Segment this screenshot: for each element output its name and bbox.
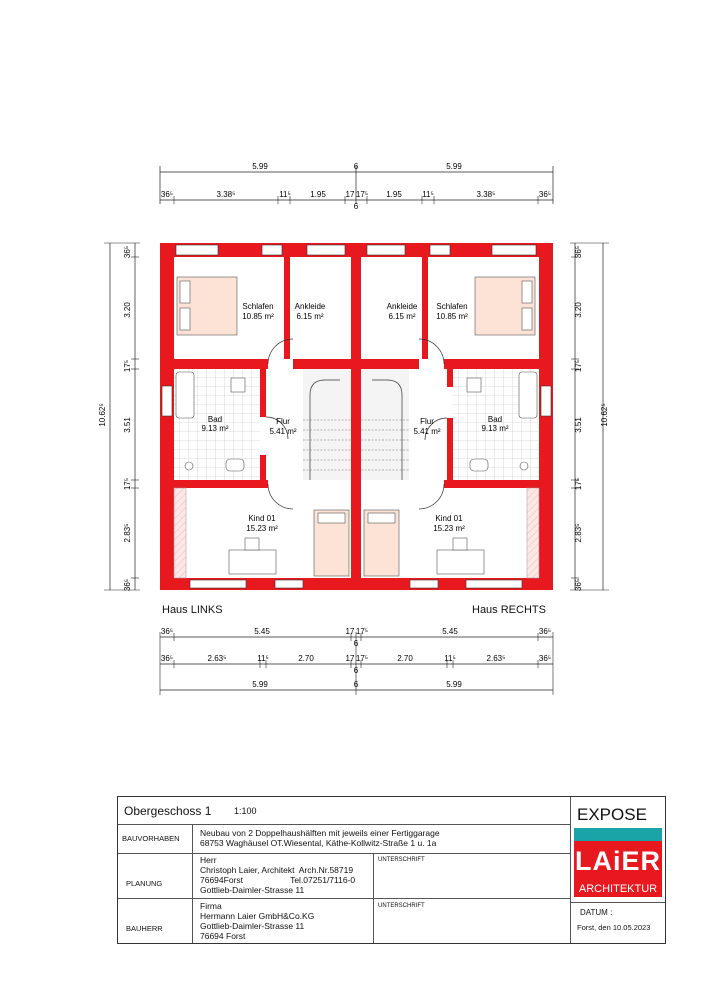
dim-top-a1: 36⁵ xyxy=(160,190,174,199)
room-kind-left-area: 15.23 m² xyxy=(246,524,278,533)
room-flur-left-area: 5.41 m² xyxy=(269,427,297,436)
dim-b3-right: 5.99 xyxy=(446,680,462,689)
datum-label: DATUM : xyxy=(580,908,613,917)
room-kind-right: Kind 01 xyxy=(435,514,463,523)
room-bad-right: Bad xyxy=(487,415,503,424)
datum-value: Forst, den 10.05.2023 xyxy=(577,923,651,932)
dim-top-a4: 1.95 xyxy=(310,190,326,199)
scale-label: 1:100 xyxy=(234,806,257,816)
dim-b1-e: 5.45 xyxy=(442,627,458,636)
dim-b3-left: 5.99 xyxy=(252,680,268,689)
bed-kind-right xyxy=(364,510,399,576)
room-flur-left: Flur xyxy=(276,417,290,426)
dim-right-v3: 17⁵ xyxy=(574,359,583,373)
dim-b2-mid: 6 xyxy=(353,666,359,675)
dim-top-a3: 11⁵ xyxy=(279,190,291,199)
dim-right-v7: 36⁵ xyxy=(574,578,583,592)
room-ankleide-left: Ankleide xyxy=(294,302,326,311)
room-bad-right-area: 9.13 m² xyxy=(481,424,509,433)
dim-b1-b: 5.45 xyxy=(254,627,270,636)
planung-label: PLANUNG xyxy=(126,879,163,888)
logo-teal-bar xyxy=(574,828,662,841)
room-ankleide-right: Ankleide xyxy=(386,302,418,311)
unterschrift-planung: UNTERSCHRIFT xyxy=(378,857,425,863)
bauherr-line-2: Hermann Laier GmbH&Co.KG xyxy=(200,911,315,921)
dim-b2-h: 11⁵ xyxy=(444,654,456,663)
dim-left-v2: 3.20 xyxy=(123,302,132,318)
dim-left-v1: 36⁵ xyxy=(123,245,132,259)
house-left-label: Haus LINKS xyxy=(162,604,223,616)
bauvorhaben-label: BAUVORHABEN xyxy=(122,834,180,843)
bed-kind-left xyxy=(314,510,349,576)
floor-title: Obergeschoss 1 xyxy=(124,804,212,818)
planung-line-2: Christoph Laier, Architekt Arch.Nr.58719 xyxy=(200,865,354,875)
dim-top-a2: 3.38⁵ xyxy=(216,190,236,199)
left-vertical-dims xyxy=(123,246,132,591)
bed-schlafen-right xyxy=(475,277,535,335)
dim-right-v6: 2.83⁵ xyxy=(574,523,583,543)
dim-left-v4: 3.51 xyxy=(123,417,132,433)
room-schlafen-right: Schlafen xyxy=(436,302,468,311)
bauvorhaben-line-1: Neubau von 2 Doppelhaushälften mit jeweils einer Fertiggarage xyxy=(200,828,440,838)
dim-top-a7: 1.95 xyxy=(386,190,402,199)
dim-top-a5: 17 xyxy=(345,190,355,199)
dim-top-a8: 11⁵ xyxy=(422,190,434,199)
unterschrift-bauherr: UNTERSCHRIFT xyxy=(378,903,425,909)
expose-label: EXPOSE xyxy=(577,805,647,824)
house-right-label: Haus RECHTS xyxy=(472,604,546,616)
room-schlafen-left: Schlafen xyxy=(242,302,274,311)
dim-b1-mid: 6 xyxy=(353,639,359,648)
dim-b2-d: 2.70 xyxy=(298,654,314,663)
dim-left-v3: 17⁵ xyxy=(123,359,132,373)
dim-b3-mid: 6 xyxy=(353,680,359,689)
room-bad-left-area: 9.13 m² xyxy=(201,424,229,433)
dim-right-v5: 17⁵ xyxy=(574,477,583,491)
room-schlafen-right-area: 10.85 m² xyxy=(436,312,468,321)
dim-top-right-total: 5.99 xyxy=(446,162,462,171)
architektur-label: ARCHITEKTUR xyxy=(574,881,662,897)
room-ankleide-left-area: 6.15 m² xyxy=(296,312,324,321)
dim-right-v2: 3.20 xyxy=(574,302,583,318)
dim-b1-d: 17⁵ xyxy=(355,627,369,636)
dim-b1-c: 17 xyxy=(345,627,355,636)
dim-top-a9: 3.38⁵ xyxy=(476,190,496,199)
dim-right-v4: 3.51 xyxy=(574,417,583,433)
bauherr-line-3: Gottlieb-Daimler-Strasse 11 xyxy=(200,921,305,931)
dim-left-v7: 36⁵ xyxy=(123,578,132,592)
dim-top-mid-2: 6 xyxy=(353,202,359,211)
bauherr-line-1: Firma xyxy=(200,901,222,911)
planung-line-4: Gottlieb-Daimler-Strasse 11 xyxy=(200,885,305,895)
room-flur-right: Flur xyxy=(420,417,434,426)
room-schlafen-left-area: 10.85 m² xyxy=(242,312,274,321)
dim-b2-b: 2.63⁵ xyxy=(207,654,227,663)
dim-top-a10: 36⁵ xyxy=(538,190,552,199)
dim-left-total: 10.62⁵ xyxy=(98,403,107,427)
dim-b2-a: 36⁵ xyxy=(160,654,174,663)
dim-b2-f: 17⁵ xyxy=(355,654,369,663)
bauherr-label: BAUHERR xyxy=(126,924,163,933)
dim-top-mid: 6 xyxy=(353,162,359,171)
bauvorhaben-line-2: 68753 Waghäusel OT.Wiesental, Käthe-Kollwitz-Straße 1 u. 1a xyxy=(200,838,437,848)
dim-top-a6: 17⁵ xyxy=(355,190,369,199)
room-bad-left: Bad xyxy=(207,415,223,424)
laier-logo: LAiER xyxy=(574,841,662,881)
planung-line-1: Herr xyxy=(200,855,217,865)
room-kind-right-area: 15.23 m² xyxy=(433,524,465,533)
bed-schlafen-left xyxy=(177,277,237,335)
dim-b2-e: 17 xyxy=(345,654,355,663)
dim-b2-g: 2.70 xyxy=(397,654,413,663)
dim-right-v1: 36⁵ xyxy=(574,245,583,259)
dim-b2-i: 2.63⁵ xyxy=(486,654,506,663)
room-ankleide-right-area: 6.15 m² xyxy=(388,312,416,321)
dim-top-left-total: 5.99 xyxy=(252,162,268,171)
dim-b2-j: 36⁵ xyxy=(538,654,552,663)
dim-left-v5: 17⁵ xyxy=(123,477,132,491)
dim-left-v6: 2.83⁵ xyxy=(123,523,132,543)
room-flur-right-area: 5.41 m² xyxy=(413,427,441,436)
dim-right-total: 10.62⁵ xyxy=(600,403,609,427)
bauherr-line-4: 76694 Forst xyxy=(200,931,246,941)
planung-line-3: 76694Forst Tel.07251/7116-0 xyxy=(200,875,356,885)
room-kind-left: Kind 01 xyxy=(248,514,276,523)
dim-b1-a: 36⁵ xyxy=(160,627,174,636)
dim-b1-f: 36⁵ xyxy=(538,627,552,636)
dim-b2-c: 11⁵ xyxy=(257,654,269,663)
